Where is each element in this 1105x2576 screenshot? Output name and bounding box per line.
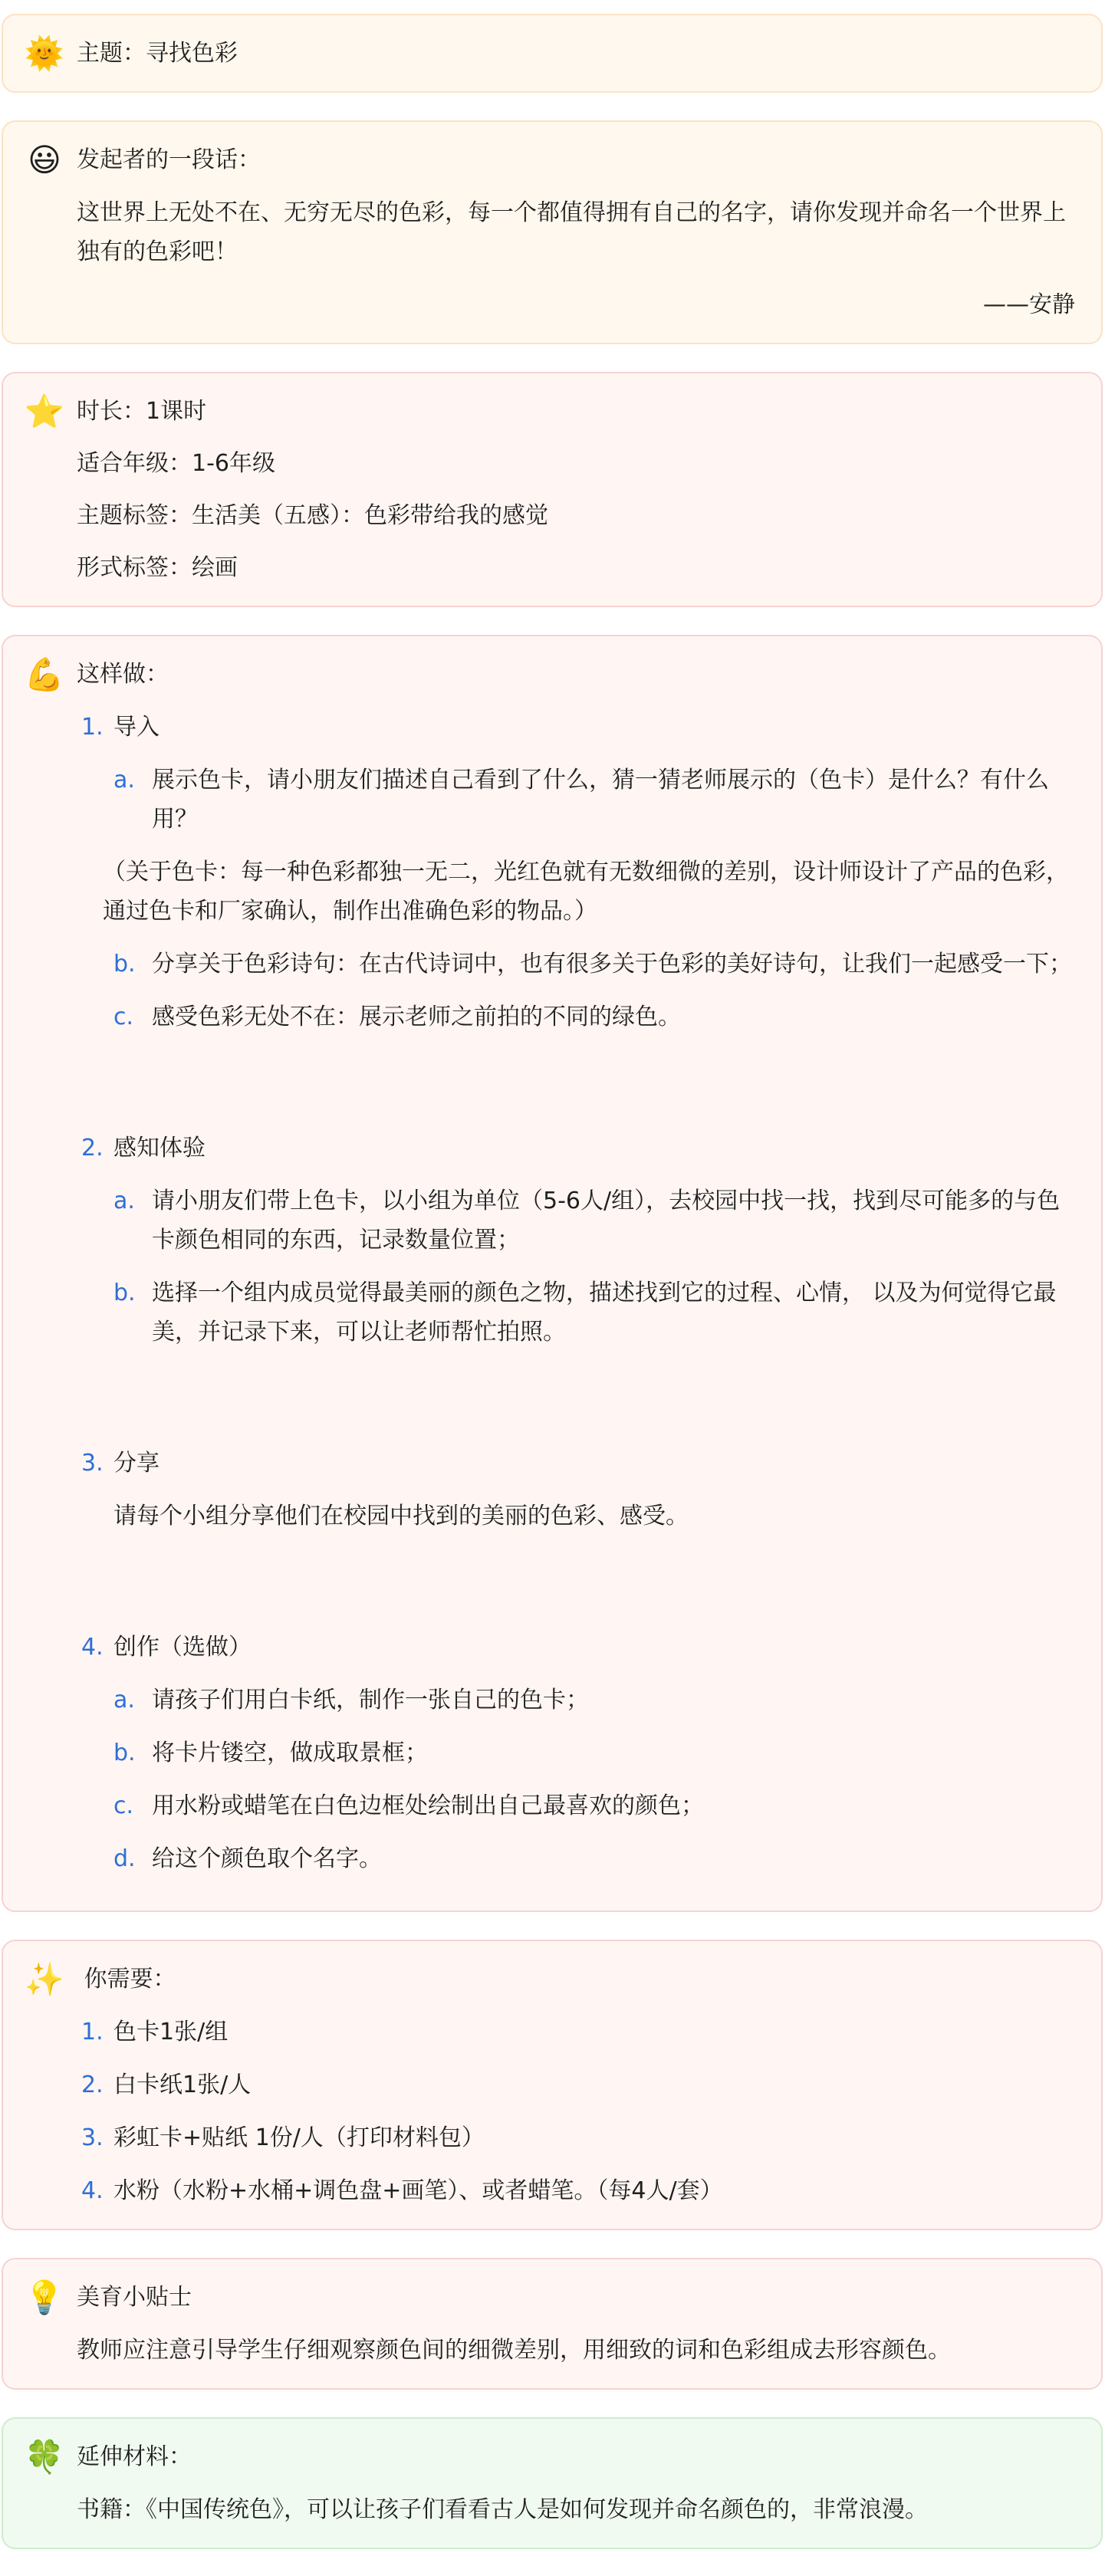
step-title: 分享 <box>113 1450 160 1477</box>
item-text: 彩虹卡+贴纸 1份/人（打印材料包） <box>113 2124 485 2151</box>
materials-heading: 你需要： <box>77 1966 176 1993</box>
intro-signature: ——安静 <box>983 291 1075 318</box>
theme-title: 主题：寻找色彩 <box>77 40 238 67</box>
lightbulb-icon: 💡 <box>24 2279 65 2316</box>
tips-body: 教师应注意引导学生仔细观察颜色间的细微差别，用细致的词和色彩组成去形容颜色。 <box>77 2337 951 2364</box>
section-spacer <box>77 1549 1075 1614</box>
star-icon: ⭐ <box>24 393 65 430</box>
materials-list <box>77 2013 1075 2210</box>
list-item <box>113 761 1075 839</box>
substep-text: 将卡片镂空，做成取景框； <box>152 1740 428 1766</box>
substep-text: 展示色卡，请小朋友们描述自己看到了什么，猜一猜老师展示的（色卡）是什么？有什么用？ <box>152 767 1049 833</box>
list-item <box>77 2065 1075 2104</box>
item-text: 白卡纸1张/人 <box>113 2072 252 2098</box>
intro-card <box>2 120 1103 344</box>
intro-body: 这世界上无处不在、无穷无尽的色彩，每一个都值得拥有自己的名字，请你发现并命名一个世界上独有的色彩吧！ <box>77 199 1066 265</box>
step-4 <box>77 1628 1075 1878</box>
substep-text: 请小朋友们带上色卡，以小组为单位（5-6人/组），去校园中找一找，找到尽可能多的与色卡颜色相同的东西，记录数量位置； <box>152 1188 1061 1254</box>
materials-card <box>2 1940 1103 2230</box>
item-number: 1. <box>81 2019 104 2045</box>
section-spacer <box>77 1365 1075 1430</box>
item-number: 2. <box>81 2072 104 2098</box>
substep-text: 选择一个组内成员觉得最美丽的颜色之物，描述找到它的过程、心情， 以及为何觉得它最美，并记录下来，可以让老师帮忙拍照。 <box>152 1280 1057 1346</box>
tips-card <box>2 2258 1103 2390</box>
step-number: 3. <box>81 1450 104 1477</box>
substep-letter: b. <box>113 951 136 978</box>
clover-icon: 🍀 <box>24 2438 65 2476</box>
info-duration: 时长：1课时 <box>77 398 207 425</box>
steps-heading: 这样做： <box>77 661 169 688</box>
substep-text: 请孩子们用白卡纸，制作一张自己的色卡； <box>152 1687 589 1714</box>
item-text: 色卡1张/组 <box>113 2019 229 2045</box>
substep-letter: c. <box>113 1004 134 1030</box>
info-card <box>2 372 1103 607</box>
theme-card <box>2 14 1103 93</box>
smiley-icon: 😃 <box>28 141 61 179</box>
list-item <box>77 2013 1075 2052</box>
list-item <box>113 997 1075 1037</box>
step-1 <box>77 708 1075 1037</box>
substep-list <box>113 945 1075 1037</box>
flexed-arm-icon: 💪 <box>24 656 65 693</box>
list-item <box>113 1681 1075 1720</box>
substep-text: 给这个颜色取个名字。 <box>152 1845 382 1872</box>
list-item <box>113 1839 1075 1878</box>
step-3 <box>77 1444 1075 1536</box>
list-item <box>113 1733 1075 1773</box>
substep-letter: a. <box>113 1687 135 1714</box>
info-theme-tag: 主题标签：生活美（五感）：色彩带给我的感觉 <box>77 502 548 529</box>
item-number: 3. <box>81 2124 104 2151</box>
step-title: 导入 <box>113 714 160 741</box>
item-number: 4. <box>81 2177 104 2204</box>
extension-heading: 延伸材料： <box>77 2443 192 2470</box>
step-2 <box>77 1129 1075 1352</box>
substep-letter: d. <box>113 1845 136 1872</box>
steps-card <box>2 635 1103 1912</box>
info-form-tag: 形式标签：绘画 <box>77 554 238 581</box>
substep-letter: a. <box>113 1188 135 1214</box>
substep-list <box>113 1681 1075 1878</box>
extension-body: 书籍：《中国传统色》，可以让孩子们看看古人是如何发现并命名颜色的，非常浪漫。 <box>77 2496 928 2523</box>
sparkles-icon: ✨ <box>24 1960 65 1998</box>
substep-list <box>113 1181 1075 1352</box>
tips-heading: 美育小贴士 <box>77 2284 192 2311</box>
list-item <box>113 1181 1075 1260</box>
step-text: 请每个小组分享他们在校园中找到的美丽的色彩、感受。 <box>113 1503 689 1530</box>
list-item <box>77 2118 1075 2157</box>
list-item <box>113 1273 1075 1352</box>
list-item <box>113 945 1075 984</box>
substep-letter: a. <box>113 767 135 794</box>
step-number: 1. <box>81 714 104 741</box>
substep-letter: b. <box>113 1740 136 1766</box>
substep-letter: c. <box>113 1792 134 1819</box>
item-text: 水粉（水粉+水桶+调色盘+画笔）、或者蜡笔。（每4人/套） <box>113 2177 723 2204</box>
list-item <box>77 2171 1075 2210</box>
substep-letter: b. <box>113 1280 136 1306</box>
extension-card <box>2 2417 1103 2549</box>
substep-text: 感受色彩无处不在：展示老师之前拍的不同的绿色。 <box>152 1004 681 1030</box>
step-title: 创作（选做） <box>113 1634 252 1661</box>
info-grade: 适合年级：1-6年级 <box>77 450 275 477</box>
intro-heading: 发起者的一段话： <box>77 146 261 173</box>
list-item <box>113 1786 1075 1825</box>
section-spacer <box>77 1050 1075 1115</box>
steps-list <box>77 708 1075 1878</box>
substep-list <box>113 761 1075 839</box>
step-number: 4. <box>81 1634 104 1661</box>
substep-text: 分享关于色彩诗句：在古代诗词中，也有很多关于色彩的美好诗句，让我们一起感受一下； <box>152 951 1072 978</box>
color-card-note: （关于色卡：每一种色彩都独一无二，光红色就有无数细微的差别，设计师设计了产品的色彩，通过色卡和厂家确认，制作出准确色彩的物品。） <box>103 859 1069 925</box>
step-number: 2. <box>81 1135 104 1162</box>
step-title: 感知体验 <box>113 1135 206 1162</box>
sun-icon: 🌞 <box>24 34 65 72</box>
substep-text: 用水粉或蜡笔在白色边框处绘制出自己最喜欢的颜色； <box>152 1792 704 1819</box>
